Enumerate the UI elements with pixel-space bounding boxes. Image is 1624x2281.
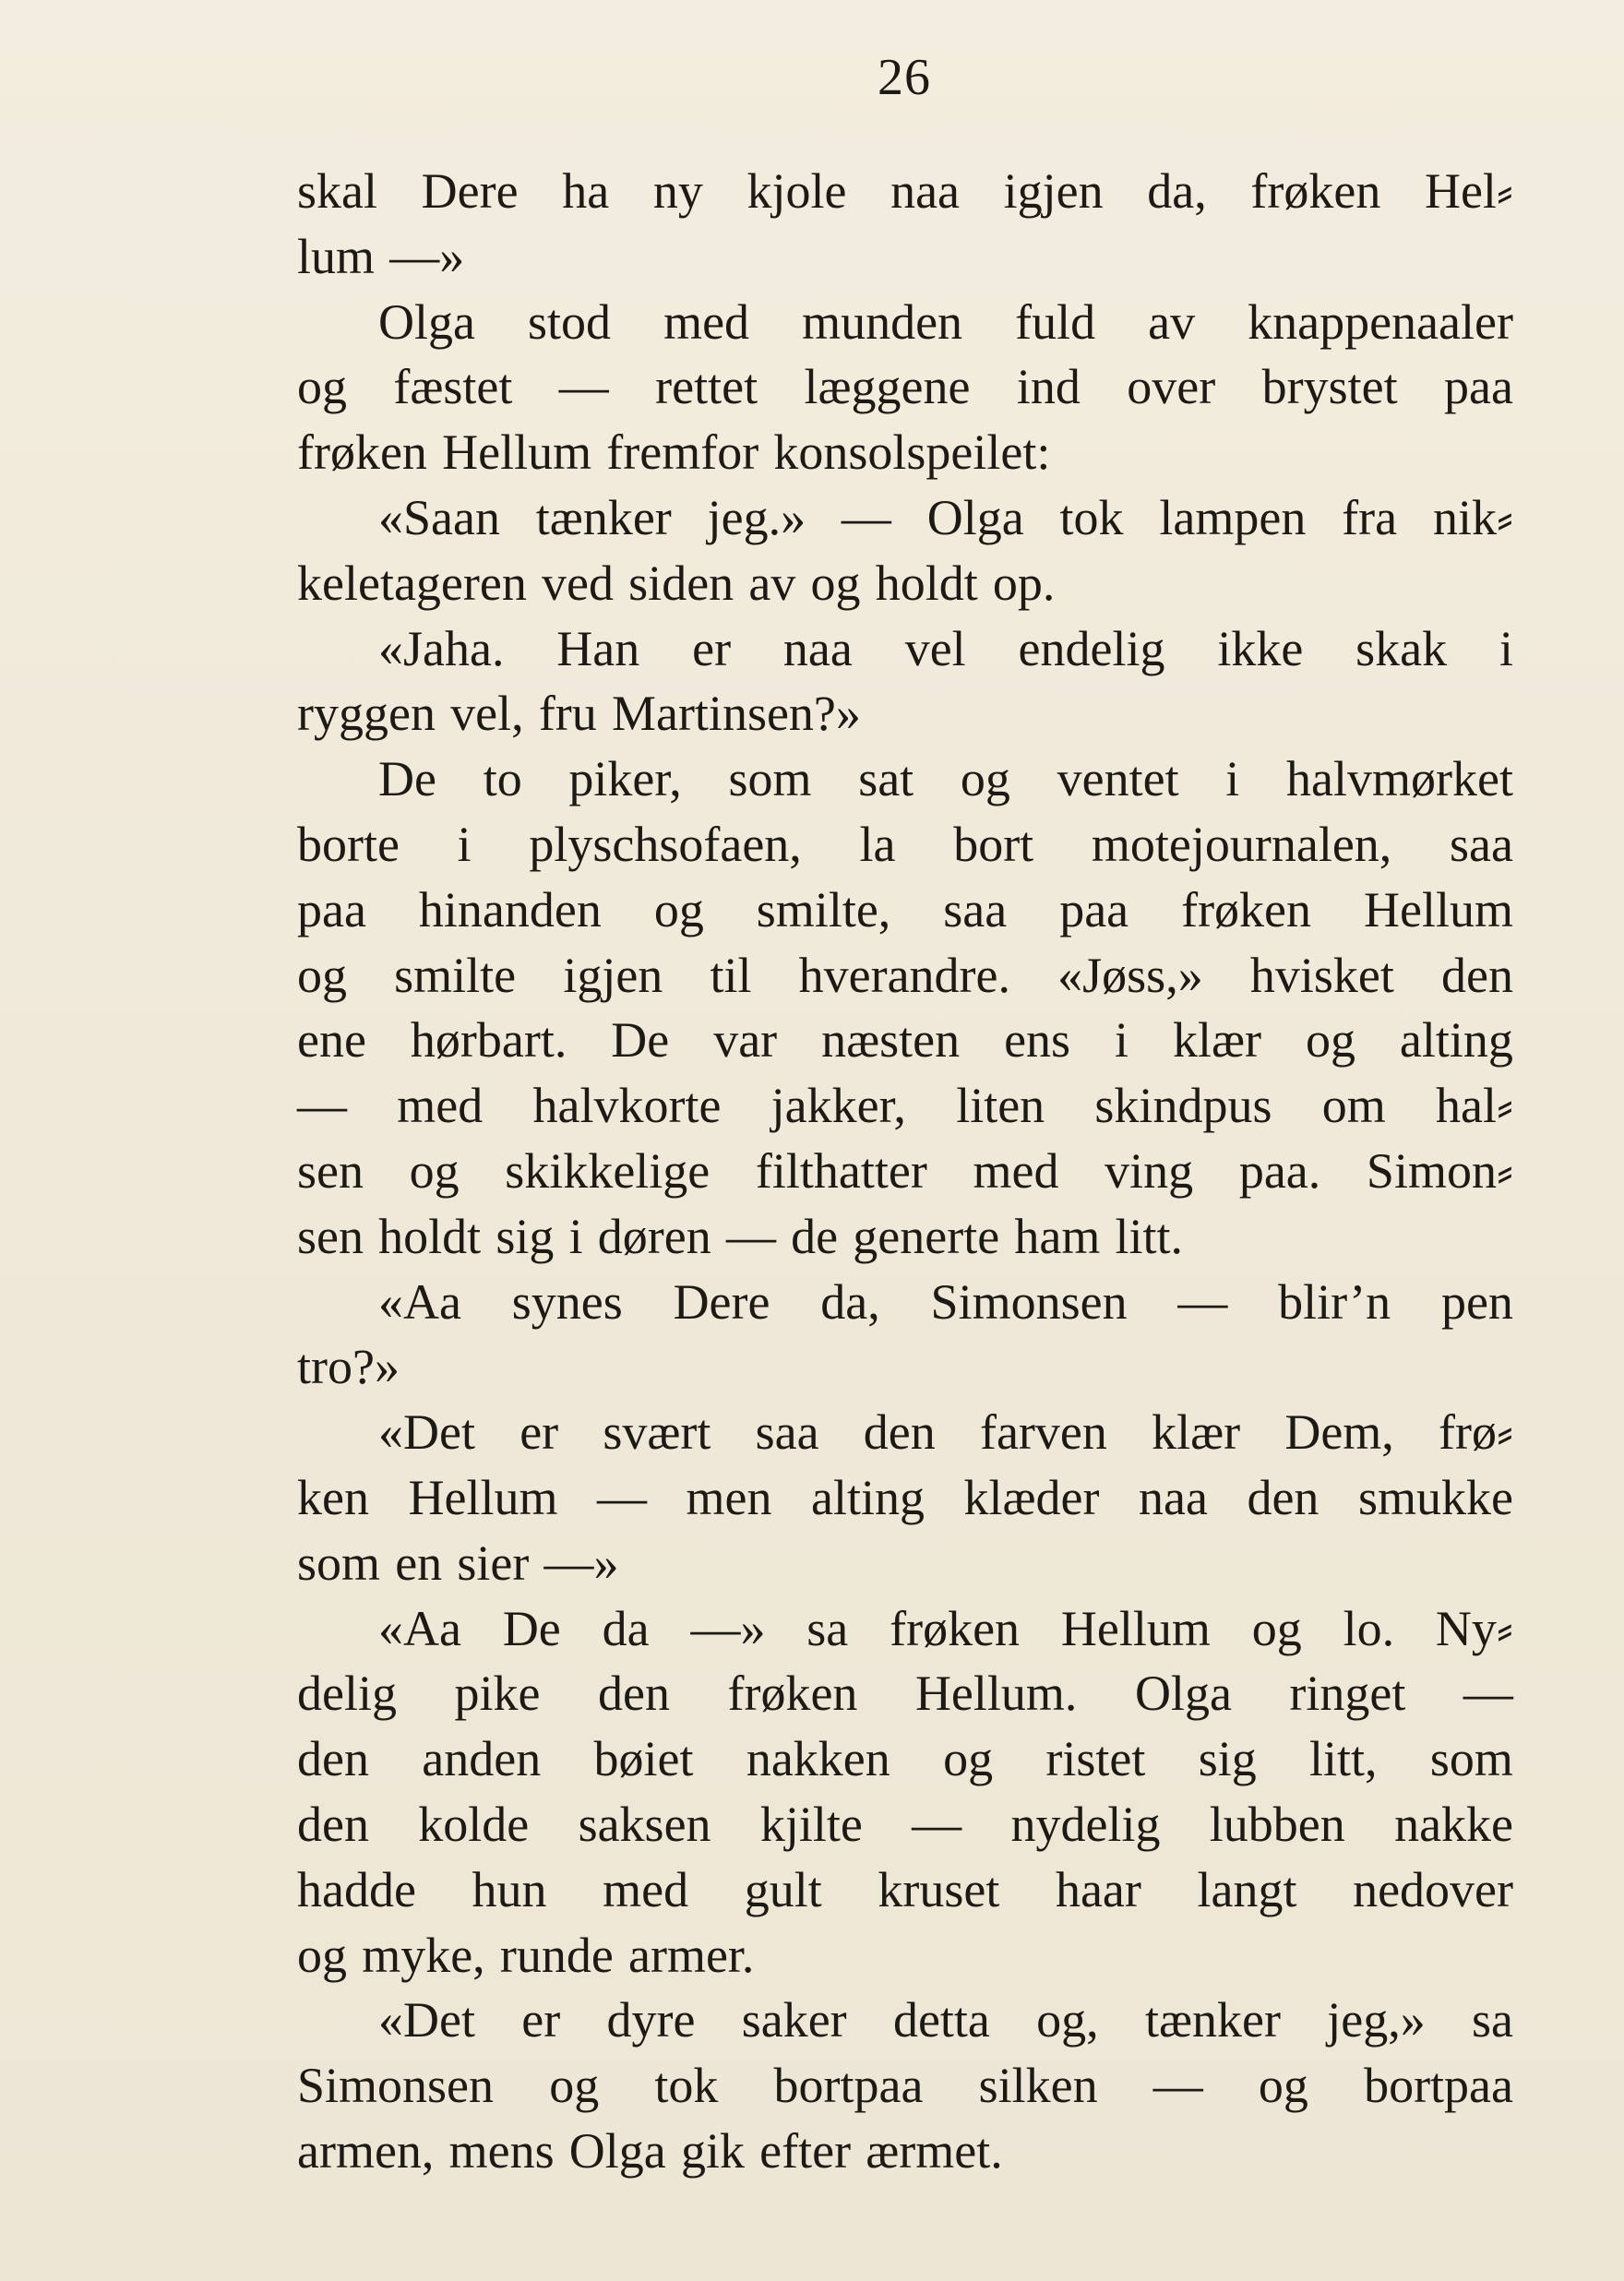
word: op. <box>992 555 1056 611</box>
word: av <box>1148 293 1196 350</box>
word: og <box>810 555 861 611</box>
word: — <box>1152 2058 1203 2114</box>
word: ventet <box>1057 751 1179 807</box>
word: alting <box>1399 1012 1513 1069</box>
word: den <box>1441 947 1513 1003</box>
word: sat <box>858 751 914 807</box>
word: kruset <box>878 1861 1000 1917</box>
word: i <box>1225 751 1240 807</box>
word: brystet <box>1261 359 1398 415</box>
word: knappenaaler <box>1248 293 1513 350</box>
word: læggene <box>804 359 971 415</box>
text-line <box>297 2119 1513 2184</box>
word: i <box>568 1208 583 1264</box>
word: med <box>397 1078 484 1134</box>
word: sier <box>457 1535 530 1591</box>
word: tænker <box>535 489 672 545</box>
word: bortpaa <box>1364 2058 1513 2114</box>
word: dyre <box>606 1992 696 2048</box>
word: endelig <box>1018 620 1165 676</box>
word: men <box>686 1469 772 1525</box>
word: —» <box>389 228 465 284</box>
page-number: 26 <box>878 49 931 106</box>
text-line <box>297 681 1513 746</box>
word: De <box>502 1600 561 1656</box>
word: og <box>297 359 347 415</box>
word: og, <box>1036 1992 1099 2048</box>
word: og <box>653 881 704 937</box>
word: da, <box>1147 163 1207 219</box>
word: saa <box>943 881 1008 937</box>
text-line <box>297 1204 1513 1270</box>
word: hverandre. <box>798 947 1010 1003</box>
word: lum <box>297 228 376 284</box>
word: skak <box>1355 620 1448 676</box>
word: holdt <box>378 1208 482 1264</box>
word: smukke <box>1357 1469 1513 1525</box>
word: jeg.» <box>707 489 806 545</box>
word: ene <box>297 1012 366 1069</box>
text-line <box>297 1334 1513 1400</box>
word: — <box>725 1208 776 1264</box>
word: igjen <box>1003 163 1104 219</box>
word: konsolspeilet: <box>773 424 1051 481</box>
word: med <box>663 293 750 350</box>
word: munden <box>802 293 963 350</box>
word: tok <box>654 2058 719 2114</box>
text-line <box>297 1726 1513 1792</box>
word: rettet <box>655 359 758 415</box>
word: nedover <box>1353 1861 1513 1917</box>
word: — <box>558 359 609 415</box>
word: nik⸗ <box>1432 489 1513 545</box>
text-line <box>297 1270 1513 1335</box>
word: bort <box>953 816 1034 872</box>
word: «Jøss,» <box>1057 947 1203 1003</box>
word: Dere <box>673 1273 770 1330</box>
word: Hellum <box>1364 881 1513 937</box>
word: Olga <box>568 2122 666 2179</box>
text-line <box>297 1400 1513 1465</box>
word: saa <box>1450 816 1513 872</box>
word: «Aa <box>378 1273 461 1330</box>
word: og <box>297 947 347 1003</box>
word: «Saan <box>378 489 500 545</box>
word: i <box>457 816 472 872</box>
text-line <box>297 746 1513 812</box>
word: alting <box>811 1469 925 1525</box>
word: armer. <box>628 1927 755 1983</box>
word: motejournalen, <box>1091 816 1392 872</box>
word: som <box>728 751 812 807</box>
word: fæstet <box>393 359 513 415</box>
word: la <box>859 816 896 872</box>
word: sa <box>1471 1992 1513 2048</box>
word: ham <box>1014 1208 1101 1264</box>
text-line <box>297 1661 1513 1726</box>
word: anden <box>422 1731 542 1787</box>
word: frøken <box>1250 163 1381 219</box>
word: ha <box>562 163 610 219</box>
text-line <box>297 1792 1513 1857</box>
word: ærmet. <box>866 2122 1003 2179</box>
word: plyschsofaen, <box>529 816 802 872</box>
word: da, <box>820 1273 880 1330</box>
word: Olga <box>926 489 1024 545</box>
word: Simonsen <box>297 2058 495 2114</box>
text-line <box>297 1531 1513 1596</box>
word: ryggen <box>297 686 436 742</box>
text-line <box>297 1008 1513 1073</box>
word: og <box>1305 1012 1355 1069</box>
word: en <box>395 1535 443 1591</box>
word: Simonsen <box>930 1273 1128 1330</box>
word: svært <box>603 1404 711 1461</box>
text-line <box>297 224 1513 290</box>
word: «Det <box>378 1992 475 2048</box>
word: sen <box>297 1208 364 1264</box>
word: skindpus <box>1094 1078 1272 1134</box>
word: lampen <box>1159 489 1307 545</box>
word: av <box>748 555 796 611</box>
word: silken <box>978 2058 1098 2114</box>
word: i <box>1499 620 1513 676</box>
word: halvmørket <box>1286 751 1513 807</box>
word: nakke <box>1394 1796 1513 1852</box>
text-line <box>297 812 1513 878</box>
word: saksen <box>578 1796 711 1852</box>
word: frøken <box>890 1600 1021 1656</box>
text-line <box>297 290 1513 355</box>
word: — <box>1177 1273 1228 1330</box>
word: bortpaa <box>773 2058 924 2114</box>
word: ens <box>1004 1012 1071 1069</box>
word: og <box>943 1731 994 1787</box>
word: saker <box>741 1992 847 2048</box>
word: «Aa <box>378 1600 461 1656</box>
word: ristet <box>1045 1731 1146 1787</box>
word: nydelig <box>1010 1796 1161 1852</box>
word: paa <box>297 881 366 937</box>
word: er <box>519 1404 559 1461</box>
word: Olga <box>378 293 475 350</box>
word: ving <box>1105 1142 1194 1199</box>
word: «Jaha. <box>378 620 505 676</box>
word: — <box>841 489 891 545</box>
text-line <box>297 1596 1513 1662</box>
word: siden <box>628 555 734 611</box>
word: jeg,» <box>1327 1992 1426 2048</box>
word: —» <box>543 1535 619 1591</box>
word: sen <box>297 1142 364 1199</box>
text-line <box>297 420 1513 485</box>
text-line <box>297 1857 1513 1923</box>
word: kjilte <box>759 1796 863 1852</box>
word: fuld <box>1015 293 1096 350</box>
word: den <box>1247 1469 1320 1525</box>
body-text <box>297 159 1513 2184</box>
text-line <box>297 943 1513 1009</box>
word: nakken <box>746 1731 890 1787</box>
word: hørbart. <box>410 1012 567 1069</box>
word: smilte, <box>756 881 891 937</box>
word: om <box>1321 1078 1386 1134</box>
word: kjole <box>746 163 847 219</box>
word: Hellum <box>408 1469 558 1525</box>
word: Ny⸗ <box>1435 1600 1513 1656</box>
word: til <box>710 947 752 1003</box>
word: frø⸗ <box>1439 1404 1513 1461</box>
word: smilte <box>394 947 517 1003</box>
word: Hellum. <box>914 1666 1078 1722</box>
text-line <box>297 159 1513 224</box>
word: tok <box>1059 489 1124 545</box>
word: sig <box>1198 1731 1257 1787</box>
word: fra <box>1342 489 1398 545</box>
word: Hellum <box>1060 1600 1211 1656</box>
text-line <box>297 878 1513 943</box>
text-line <box>297 1073 1513 1139</box>
word: er <box>521 1992 561 2048</box>
word: fremfor <box>606 424 759 481</box>
word: og <box>1258 2058 1308 2114</box>
word: synes <box>511 1273 623 1330</box>
word: hadde <box>297 1861 416 1917</box>
word: lo. <box>1343 1600 1395 1656</box>
word: og <box>297 1927 347 1983</box>
word: tro?» <box>297 1339 400 1395</box>
word: og <box>960 751 1010 807</box>
word: den <box>297 1796 369 1852</box>
word: hvisket <box>1249 947 1394 1003</box>
word: lubben <box>1209 1796 1345 1852</box>
word: og <box>1251 1600 1302 1656</box>
word: med <box>973 1142 1059 1199</box>
word: Martinsen?» <box>611 686 861 742</box>
word: ken <box>297 1469 369 1525</box>
word: ved <box>542 555 614 611</box>
word: gult <box>744 1861 822 1917</box>
word: generte <box>853 1208 1000 1264</box>
word: klæder <box>963 1469 1100 1525</box>
text-line <box>297 1139 1513 1204</box>
word: den <box>598 1666 670 1722</box>
word: Simon⸗ <box>1366 1142 1513 1199</box>
word: over <box>1127 359 1216 415</box>
word: Hel⸗ <box>1424 163 1513 219</box>
word: ikke <box>1217 620 1304 676</box>
word: litt, <box>1309 1731 1378 1787</box>
word: filthatter <box>755 1142 927 1199</box>
word: — <box>297 1078 347 1134</box>
word: og <box>409 1142 460 1199</box>
word: langt <box>1197 1861 1297 1917</box>
text-line <box>297 1923 1513 1988</box>
word: saa <box>755 1404 819 1461</box>
word: ind <box>1016 359 1081 415</box>
word: naa <box>890 163 961 219</box>
word: pen <box>1440 1273 1513 1330</box>
word: som <box>297 1535 381 1591</box>
word: ringet <box>1289 1666 1406 1722</box>
word: som <box>1429 1731 1513 1787</box>
word: sig <box>496 1208 555 1264</box>
word: De <box>611 1012 670 1069</box>
word: Olga <box>1134 1666 1232 1722</box>
word: sa <box>806 1600 849 1656</box>
word: bøiet <box>593 1731 694 1787</box>
word: blir’n <box>1278 1273 1391 1330</box>
word: detta <box>892 1992 990 2048</box>
word: «Det <box>378 1404 475 1461</box>
word: døren <box>597 1208 711 1264</box>
word: er <box>692 620 732 676</box>
word: liten <box>956 1078 1045 1134</box>
word: farven <box>979 1404 1107 1461</box>
word: fru <box>538 686 597 742</box>
word: igjen <box>563 947 663 1003</box>
word: og <box>549 2058 600 2114</box>
word: skal <box>297 163 377 219</box>
word: tænker <box>1144 1992 1281 2048</box>
word: den <box>863 1404 936 1461</box>
word: — <box>1463 1666 1513 1722</box>
word: klær <box>1172 1012 1261 1069</box>
word: to <box>483 751 522 807</box>
word: halvkorte <box>532 1078 722 1134</box>
word: med <box>603 1861 689 1917</box>
word: piker, <box>568 751 682 807</box>
word: naa <box>1139 1469 1208 1525</box>
word: efter <box>759 2122 852 2179</box>
word: i <box>1115 1012 1129 1069</box>
word: borte <box>297 816 400 872</box>
word: mens <box>448 2122 555 2179</box>
text-line <box>297 1465 1513 1531</box>
word: skikkelige <box>505 1142 710 1199</box>
word: frøken <box>727 1666 858 1722</box>
word: Dem, <box>1284 1404 1394 1461</box>
text-line <box>297 616 1513 682</box>
word: hun <box>472 1861 547 1917</box>
word: stod <box>528 293 612 350</box>
word: delig <box>297 1666 397 1722</box>
word: De <box>378 751 436 807</box>
word: klær <box>1152 1404 1241 1461</box>
text-line <box>297 1988 1513 2053</box>
word: pike <box>454 1666 541 1722</box>
word: gik <box>680 2122 745 2179</box>
word: haar <box>1055 1861 1141 1917</box>
word: næsten <box>821 1012 961 1069</box>
word: den <box>297 1731 369 1787</box>
word: myke, <box>362 1927 485 1983</box>
word: hinanden <box>418 881 602 937</box>
word: runde <box>499 1927 614 1983</box>
word: kolde <box>418 1796 530 1852</box>
word: vel, <box>450 686 524 742</box>
word: keletageren <box>297 555 527 611</box>
word: — <box>912 1796 962 1852</box>
text-line <box>297 2053 1513 2119</box>
word: frøken <box>297 424 427 481</box>
word: naa <box>782 620 853 676</box>
word: paa. <box>1238 1142 1321 1199</box>
word: da <box>602 1600 650 1656</box>
word: — <box>596 1469 647 1525</box>
word: vel <box>904 620 966 676</box>
word: var <box>713 1012 778 1069</box>
word: —» <box>690 1600 766 1656</box>
word: ny <box>652 163 703 219</box>
word: Dere <box>421 163 519 219</box>
word: litt. <box>1115 1208 1184 1264</box>
word: jakker, <box>770 1078 906 1134</box>
text-line <box>297 354 1513 420</box>
word: holdt <box>875 555 978 611</box>
word: paa <box>1059 881 1129 937</box>
word: paa <box>1443 359 1513 415</box>
text-line <box>297 551 1513 616</box>
word: Hellum <box>442 424 592 481</box>
word: Han <box>556 620 640 676</box>
word: armen, <box>297 2122 435 2179</box>
word: de <box>791 1208 839 1264</box>
word: frøken <box>1181 881 1312 937</box>
word: hal⸗ <box>1435 1078 1513 1134</box>
text-line <box>297 485 1513 551</box>
